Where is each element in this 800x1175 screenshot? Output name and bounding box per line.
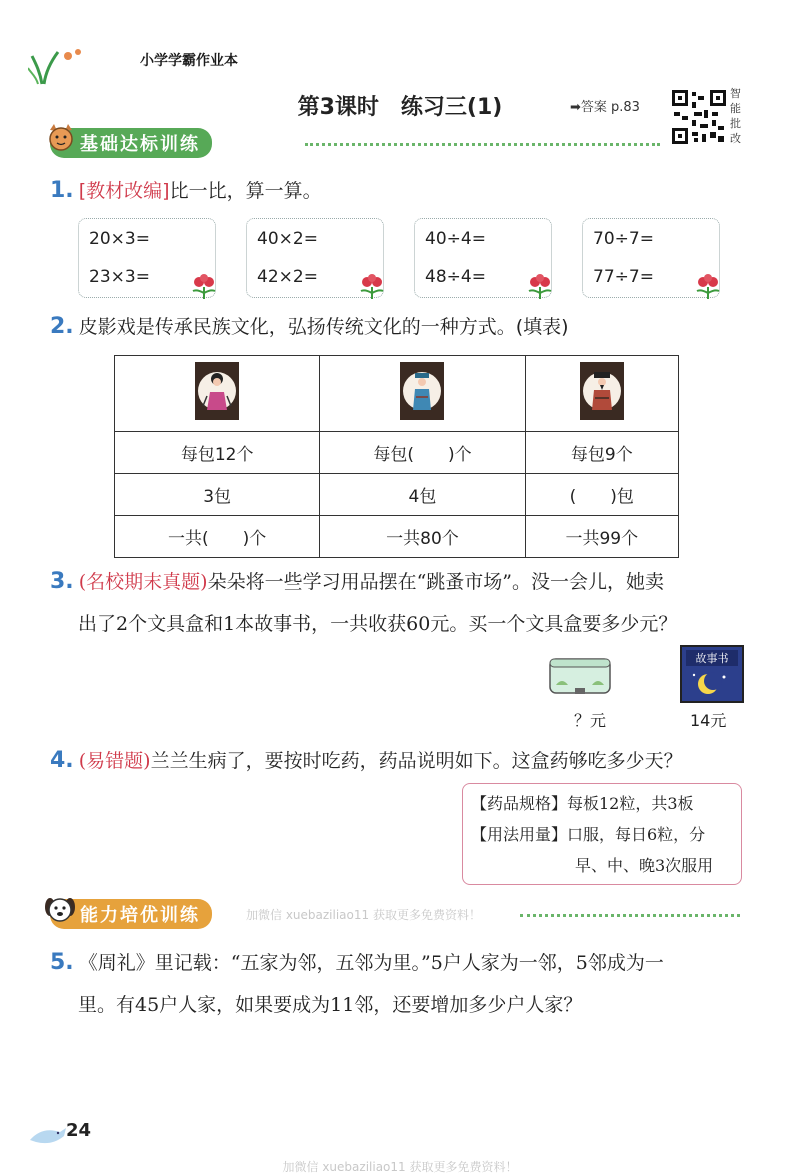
question-text: 《周礼》里记载：“五家为邻，五邻为里。”5户人家为一邻，5邻成为一 [78, 952, 664, 974]
shadow-puppet-table [114, 355, 679, 558]
question-text: 朵朵将一些学习用品摆在“跳蚤市场”。没一会儿，她卖 [207, 571, 665, 593]
question-text: 里。有45户人家，如果要成为11邻，还要增加多少户人家？ [78, 994, 583, 1016]
calc-box [246, 218, 384, 298]
question-number: 4. [50, 748, 74, 773]
calc-box [414, 218, 552, 298]
calc-line: 40×2= [257, 229, 318, 249]
question-text: 出了2个文具盒和1本故事书，一共收获60元。买一个文具盒要多少元？ [78, 613, 678, 635]
calc-line: 48÷4= [425, 267, 486, 287]
medicine-usage-cont: 早、中、晚3次服用 [575, 856, 714, 875]
question-1 [50, 174, 322, 208]
question-text: 皮影戏是传承民族文化，弘扬传统文化的一种方式。(填表) [78, 316, 569, 338]
section-basic-title: 基础达标训练 [50, 128, 212, 158]
dolphin-icon [28, 1124, 68, 1148]
question-5 [50, 946, 760, 1022]
story-book-icon [680, 645, 744, 703]
answer-blank-cell[interactable]: 每包( )个 [320, 432, 525, 474]
section-basic-header [50, 128, 660, 158]
question-2 [50, 310, 569, 344]
shadow-puppet-scholar-icon [400, 362, 444, 420]
question-4 [50, 744, 750, 778]
table-cell [525, 356, 678, 432]
question-text: 兰兰生病了，要按时吃药，药品说明如下。这盒药够吃多少天？ [150, 750, 683, 772]
page-number: 24 [66, 1120, 92, 1141]
section-advanced-title: 能力培优训练 [50, 899, 212, 929]
flower-icon [357, 273, 387, 299]
section-divider [305, 143, 660, 146]
smart-grading-tag: 智能批改 [730, 87, 741, 145]
calc-line: 40÷4= [425, 229, 486, 249]
answer-reference: ➡答案 p.83 [570, 100, 640, 115]
question-tag: (名校期末真题) [78, 571, 208, 593]
section-advanced-header [50, 899, 740, 929]
calc-line: 70÷7= [593, 229, 654, 249]
answer-blank-cell[interactable]: 一共( )个 [115, 516, 320, 558]
medicine-info-box [462, 783, 742, 885]
table-cell [320, 356, 525, 432]
medicine-spec: 【药品规格】每板12粒，共3板 [471, 794, 694, 813]
mascot-fox-icon [44, 122, 78, 156]
answer-blank-cell[interactable]: ( )包 [525, 474, 678, 516]
flower-icon [189, 273, 219, 299]
shadow-puppet-girl-icon [195, 362, 239, 420]
question-3 [50, 565, 750, 641]
question-number: 5. [50, 950, 74, 975]
calc-line: 42×2= [257, 267, 318, 287]
question-number: 2. [50, 314, 74, 339]
table-cell: 一共99个 [525, 516, 678, 558]
question-tag: (易错题) [78, 750, 151, 772]
book-title: 小学学霸作业本 [140, 53, 238, 69]
question-number: 1. [50, 178, 74, 203]
pencil-case-price: ？元 [574, 711, 607, 730]
qr-code-icon[interactable] [672, 90, 726, 144]
question-number: 3. [50, 569, 74, 594]
mascot-dog-icon [42, 893, 78, 927]
calc-box [78, 218, 216, 298]
table-cell: 4包 [320, 474, 525, 516]
plant-logo-icon [28, 42, 88, 86]
shadow-puppet-official-icon [580, 362, 624, 420]
lesson-title: 第3课时 练习三(1) [297, 95, 503, 120]
calc-line: 20×3= [89, 229, 150, 249]
table-cell: 一共80个 [320, 516, 525, 558]
table-cell [115, 356, 320, 432]
moon-icon [682, 669, 738, 699]
story-book-price: 14元 [690, 711, 727, 730]
watermark-footer: 加微信 xuebaziliao11 获取更多免费资料！ [282, 1160, 518, 1174]
medicine-usage: 【用法用量】口服，每日6粒，分 [471, 825, 706, 844]
section-divider [520, 914, 740, 917]
calc-box [582, 218, 720, 298]
calc-line: 23×3= [89, 267, 150, 287]
watermark-text: 加微信 xuebaziliao11 获取更多免费资料！ [246, 907, 481, 922]
flower-icon [693, 273, 723, 299]
table-cell: 每包12个 [115, 432, 320, 474]
flower-icon [525, 273, 555, 299]
table-cell: 3包 [115, 474, 320, 516]
question-text: 比一比，算一算。 [169, 180, 322, 202]
pencil-case-icon [548, 655, 612, 697]
table-cell: 每包9个 [525, 432, 678, 474]
calc-line: 77÷7= [593, 267, 654, 287]
question-tag: [教材改编] [78, 180, 170, 202]
story-book-label: 故事书 [686, 650, 738, 666]
